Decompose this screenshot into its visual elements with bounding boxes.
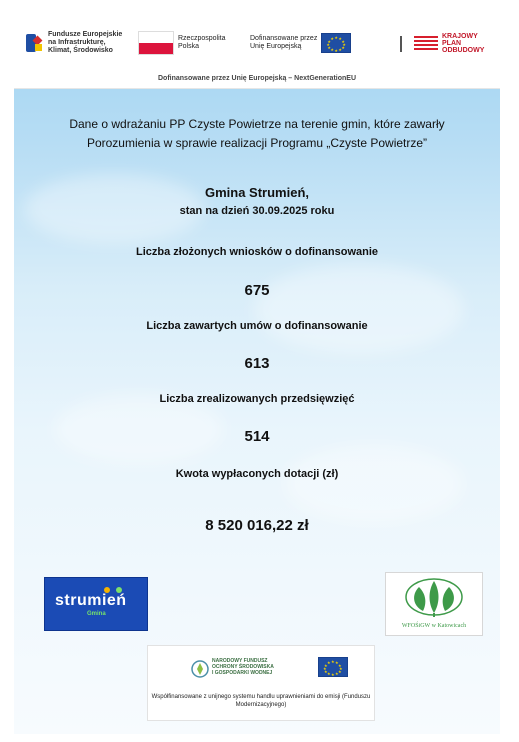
grants-paid-label: Kwota wypłaconych dotacji (zł) [175,468,339,480]
completed-projects-label: Liczba zrealizowanych przedsięwzięć [159,393,355,405]
wfosigw-leaf-icon [386,573,482,621]
logo-divider [400,36,402,52]
background-cloud [284,444,464,524]
applications-value: 675 [244,282,270,299]
fundusze-europejskie-logo [26,30,122,56]
strumien-logo-text: strumień [55,592,127,609]
nextgenerationeu-caption: Dofinansowane przez Unię Europejską – NextGenerationEU [158,75,356,82]
background-cloud [254,264,464,354]
krajowy-plan-odbudowy-icon [414,33,438,53]
wfosigw-logo-text: WFOŚiGW w Katowicach [401,623,467,629]
contracts-label: Liczba zawartych umów o dofinansowanie [146,320,368,332]
modernization-fund-box [147,645,375,721]
strumien-logo-subtext: Gmina [87,611,106,617]
krajowy-plan-odbudowy-text: KRAJOWY PLAN ODBUDOWY [442,32,485,54]
eu-flag-icon: ★ ★ ★ ★ ★ ★ ★ ★ ★ ★ ★ ★ [318,657,348,677]
document-sheet [14,14,500,734]
nfosigw-text: NARODOWY FUNDUSZ OCHRONY ŚRODOWISKA I GOSPODARKI WODNEJ [212,658,274,676]
contracts-value: 613 [244,355,270,372]
rzeczpospolita-polska-text: Rzeczpospolita Polska [178,35,226,50]
completed-projects-value: 514 [244,428,270,445]
status-date: stan na dzień 30.09.2025 roku [179,205,335,217]
eu-flag-icon: ★ ★ ★ ★ ★ ★ ★ ★ ★ ★ ★ ★ [321,33,351,53]
applications-label: Liczba złożonych wniosków o dofinansowanie [135,246,379,258]
nfosigw-icon [191,660,209,678]
modernization-fund-text: Współfinansowane z unijnego systemu handlu uprawnieniami do emisji (Funduszu Modernizacyjnego) [151,694,371,708]
eu-funding-logo [250,30,351,56]
municipality-name: Gmina Strumień, [204,185,310,200]
strumien-logo [44,577,148,631]
grants-paid-value: 8 520 016,22 zł [205,517,309,534]
fundusze-europejskie-text: Fundusze Europejskie na Infrastrukturę, Klimat, Środowisko [48,31,123,54]
wfosigw-logo [385,572,483,636]
rzeczpospolita-polska-logo [138,30,225,56]
eu-funding-text: Dofinansowane przez Unię Europejską [250,35,318,50]
funding-logo-bar [14,14,500,89]
intro-text: Dane o wdrażaniu PP Czyste Powietrze na terenie gmin, które zawarły Porozumienia w sprawie realizacji Programu „Czyste Powietrze” [69,117,445,150]
krajowy-plan-odbudowy-logo [414,30,484,56]
fundusze-europejskie-icon [26,34,44,52]
polish-flag-icon [138,31,174,55]
